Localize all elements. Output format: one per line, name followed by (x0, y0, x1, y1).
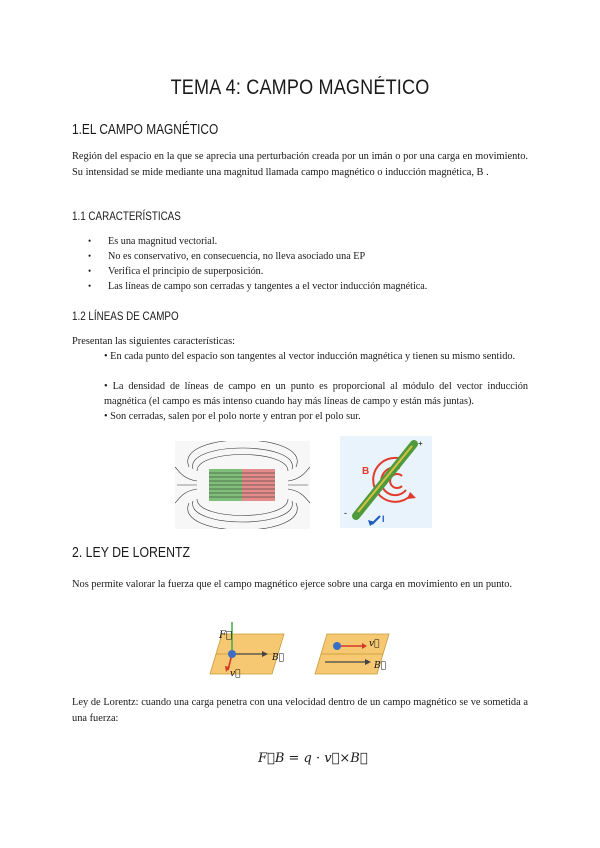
vector-label-b-2: B⃗ (374, 661, 387, 671)
subheading-lineas-de-campo: 1.2 LÍNEAS DE CAMPO (72, 309, 179, 323)
section-heading-ley-de-lorentz: 2. LEY DE LORENTZ (72, 544, 191, 561)
list-item: • No es conservativo, en consecuencia, no lleva asociado una EP (72, 249, 427, 264)
lineas-point-1: • En cada punto del espacio son tangentes al vector inducción magnética y tienen su mismo sentido. (104, 351, 516, 362)
page-title: TEMA 4: CAMPO MAGNÉTICO (170, 76, 430, 99)
intro-paragraph: Región del espacio en la que se aprecia una perturbación creada por un imán o por una carga en movimiento. Su intensidad se mide mediante una magnitud llamada campo magnético o inducción magnética, B . (72, 151, 528, 178)
lorentz-law-paragraph: Ley de Lorentz: cuando una carga penetra con una velocidad dentro de un campo magnético se ve sometida a una fuerza: (72, 697, 528, 724)
lorentz-force-figure (208, 620, 288, 680)
section-heading-campo-magnetico: 1.EL CAMPO MAGNÉTICO (72, 122, 219, 138)
lorentz-parallel-figure (313, 632, 393, 678)
lorentz-formula: F⃗B = q · v⃗×B⃗ (258, 751, 368, 766)
characteristics-list (72, 234, 427, 294)
subheading-caracteristicas: 1.1 CARACTERÍSTICAS (72, 209, 181, 223)
list-item: • Verifica el principio de superposición. (72, 264, 427, 279)
list-item: • Las líneas de campo son cerradas y tangentes a el vector inducción magnética. (72, 279, 427, 294)
vector-label-v: v⃗ (230, 669, 241, 679)
lineas-intro: Presentan las siguientes características: (72, 336, 236, 347)
vector-label-f: F⃗ (219, 630, 232, 641)
vector-label-b: B⃗ (272, 653, 285, 663)
lorentz-paragraph: Nos permite valorar la fuerza que el campo magnético ejerce sobre una carga en movimiento en un punto. (72, 579, 513, 590)
lineas-point-3: • Son cerradas, salen por el polo norte y entran por el polo sur. (104, 411, 361, 422)
figure-label-minus: - (344, 508, 347, 518)
vector-label-v-2: v⃗ (369, 639, 380, 649)
right-hand-rule-figure (340, 436, 432, 528)
figure-label-i: I (382, 514, 385, 524)
figure-label-plus: + (418, 439, 423, 448)
bar-magnet-field-lines-figure (175, 441, 310, 529)
figure-label-b: B (362, 466, 370, 477)
list-item: • Es una magnitud vectorial. (72, 234, 427, 249)
lineas-point-2: • La densidad de líneas de campo en un punto es proporcional al módulo del vector inducción magnética (el campo es más intenso cuando hay más líneas de campo y están más juntas). (104, 381, 528, 407)
